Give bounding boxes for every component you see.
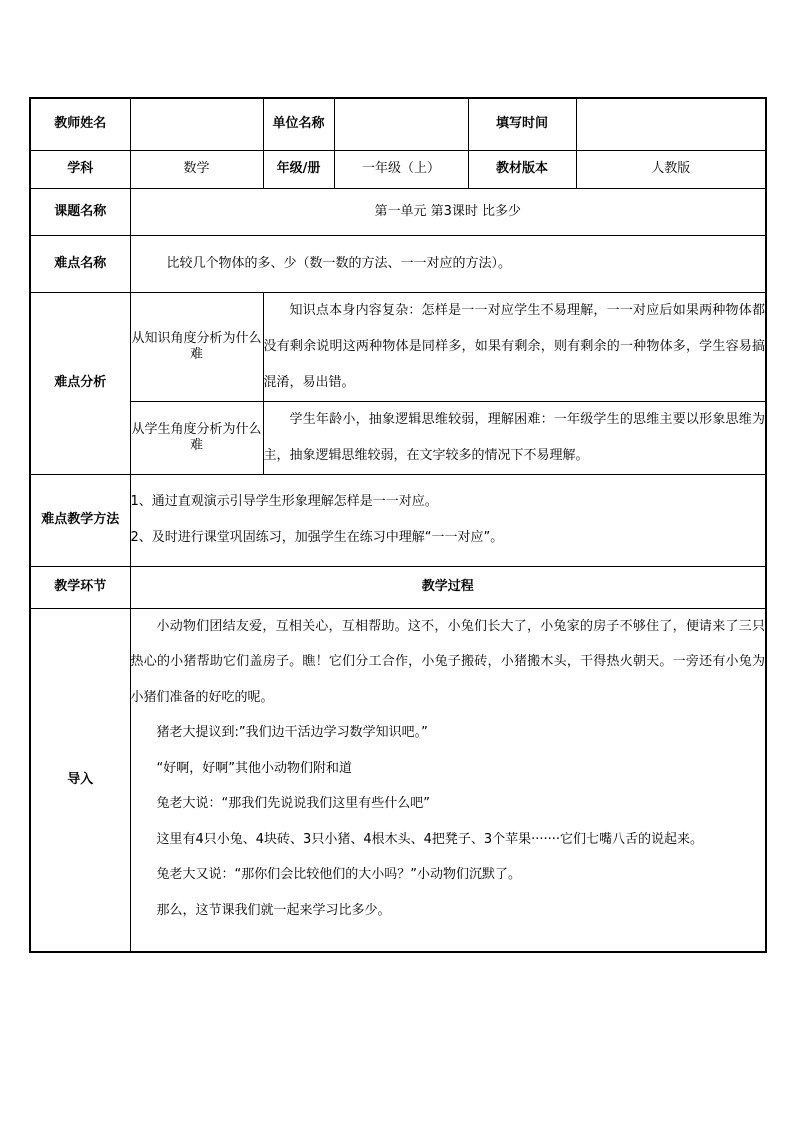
knowledge-angle-label: 从知识角度分析为什么难 bbox=[130, 292, 263, 401]
intro-paragraph: 那么，这节课我们就一起来学习比多少。 bbox=[156, 902, 391, 918]
teacher-name-label: 教师姓名 bbox=[30, 98, 130, 150]
analysis-label: 难点分析 bbox=[30, 292, 130, 474]
grade-label: 年级/册 bbox=[263, 150, 334, 188]
lesson-plan-table bbox=[29, 97, 767, 953]
row-difficulty bbox=[30, 235, 766, 292]
edition-value: 人教版 bbox=[576, 150, 766, 188]
fill-date-label: 填写时间 bbox=[468, 98, 576, 150]
method-item: 1、通过直观演示引导学生形象理解怎样是一一对应。 bbox=[130, 494, 438, 509]
student-angle-cell bbox=[263, 401, 766, 474]
subject-value: 数学 bbox=[130, 150, 263, 188]
subject-label: 学科 bbox=[30, 150, 130, 188]
row-topic bbox=[30, 188, 766, 235]
teacher-name-value[interactable] bbox=[130, 98, 263, 150]
intro-paragraph: 小动物们团结友爱，互相关心，互相帮助。这不，小兔们长大了，小兔家的房子不够住了，便请来了三只热心的小猪帮助它们盖房子。瞧！它们分工合作，小兔子搬砖，小猪搬木头，干得热火朝天。一旁还有小兔为小猪们准备的好吃的呢。 bbox=[130, 618, 765, 705]
row-header bbox=[30, 98, 766, 150]
process-header: 教学过程 bbox=[130, 566, 766, 608]
method-cell bbox=[130, 474, 766, 566]
difficulty-cell bbox=[130, 235, 766, 292]
row-analysis-student bbox=[30, 401, 766, 474]
intro-label: 导入 bbox=[30, 608, 130, 952]
method-label: 难点教学方法 bbox=[30, 474, 130, 566]
knowledge-angle-cell bbox=[263, 292, 766, 401]
intro-cell bbox=[130, 608, 766, 952]
intro-paragraph: 兔老大又说：“那你们会比较他们的大小吗？”小动物们沉默了。 bbox=[156, 867, 521, 882]
intro-paragraph: 猪老大提议到:”我们边干活边学习数学知识吧。” bbox=[156, 725, 428, 740]
grade-value: 一年级（上） bbox=[334, 150, 468, 188]
unit-name-label: 单位名称 bbox=[263, 98, 334, 150]
stage-header: 教学环节 bbox=[30, 566, 130, 608]
topic-value: 第一单元 第3课时 比多少 bbox=[130, 188, 766, 235]
intro-paragraph: “好啊，好啊”其他小动物们附和道 bbox=[156, 760, 352, 776]
knowledge-angle-text: 知识点本身内容复杂：怎样是一一对应学生不易理解，一一对应后如果两种物体都没有剩余说明这两种物体是同样多，如果有剩余，则有剩余的一种物体多，学生容易搞混淆，易出错。 bbox=[263, 302, 765, 390]
difficulty-value: 比较几个物体的多、少（数一数的方法、一一对应的方法）。 bbox=[166, 255, 512, 271]
row-subject bbox=[30, 150, 766, 188]
student-angle-label: 从学生角度分析为什么难 bbox=[130, 401, 263, 474]
row-intro bbox=[30, 608, 766, 952]
difficulty-label: 难点名称 bbox=[30, 235, 130, 292]
student-angle-text: 学生年龄小，抽象逻辑思维较弱，理解困难：一年级学生的思维主要以形象思维为主，抽象逻辑思维较弱，在文字较多的情况下不易理解。 bbox=[263, 411, 765, 463]
topic-label: 课题名称 bbox=[30, 188, 130, 235]
intro-paragraph: 兔老大说：“那我们先说说我们这里有些什么吧” bbox=[156, 796, 430, 811]
intro-paragraph: 这里有4只小兔、4块砖、3只小猪、4根木头、4把凳子、3个苹果·······它们七嘴八舌的说起来。 bbox=[156, 831, 704, 847]
fill-date-value[interactable] bbox=[576, 98, 766, 150]
row-process-header bbox=[30, 566, 766, 608]
method-item: 2、及时进行课堂巩固练习，加强学生在练习中理解“一一对应”。 bbox=[130, 530, 504, 545]
unit-name-value[interactable] bbox=[334, 98, 468, 150]
row-analysis-knowledge bbox=[30, 292, 766, 401]
row-method bbox=[30, 474, 766, 566]
edition-label: 教材版本 bbox=[468, 150, 576, 188]
